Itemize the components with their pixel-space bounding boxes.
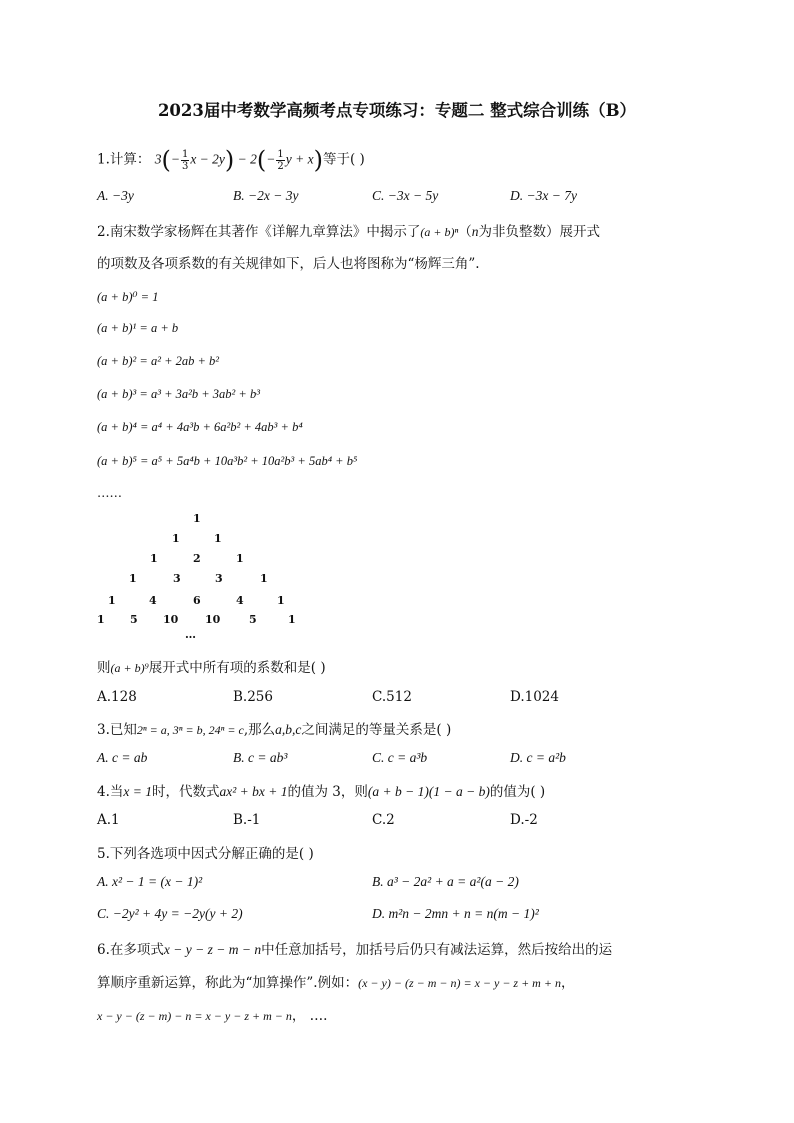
question-4-stem [97, 780, 545, 800]
tri-r3-c3: 1 [260, 572, 268, 585]
q1-expr-part1: x − 2y [190, 151, 225, 167]
q2-ask-b: 展开式中所有项的系数和是( ) [148, 660, 326, 676]
q1-expr-part2: y + x [285, 151, 314, 167]
tri-r4-c4: 1 [277, 594, 285, 607]
question-2-line-2: 的项数及各项系数的有关规律如下，后人也将图称为“杨辉三角”. [97, 256, 480, 272]
tri-r2-c1: 2 [193, 552, 201, 565]
q5-option-c: C. −2y² + 4y = −2y(y + 2) [97, 906, 243, 921]
q1-frac2-num: 1 [277, 148, 284, 160]
q6-text-b: 中任意加括号，加括号后仍只有减法运算，然后按给出的运 [261, 942, 613, 958]
tri-r2-c2: 1 [236, 552, 244, 565]
q4-poly: ax² + bx + 1 [219, 784, 288, 799]
q6-text-a: 6.在多项式 [97, 942, 164, 958]
q3-option-b: B. c = ab³ [233, 750, 288, 765]
q1-frac1-den: 3 [181, 160, 189, 172]
q2-option-b: B.256 [233, 689, 273, 705]
tri-r5-c5: 1 [288, 613, 296, 626]
q2-option-d: D.1024 [510, 689, 559, 705]
q6-expr: x − y − z − m − n [163, 942, 262, 957]
question-3-stem [97, 718, 451, 738]
q4-option-a: A.1 [97, 812, 120, 828]
tri-r5-c0: 1 [97, 613, 105, 626]
q6-text-e: ， …. [291, 1008, 328, 1024]
q2-text-a: 2.南宋数学家杨辉在其著作《详解九章算法》中揭示了 [97, 224, 421, 240]
page-title: 2023届中考数学高频考点专项练习：专题二 整式综合训练（B） [157, 101, 637, 120]
q4-option-b: B.-1 [233, 812, 261, 828]
tri-r5-c4: 5 [249, 613, 257, 626]
question-6-line-3 [97, 1004, 327, 1024]
q4-text-b: 时，代数式 [152, 784, 220, 800]
q1-frac2-den: 2 [277, 160, 284, 172]
q1-option-a: A. −3y [97, 188, 134, 203]
q1-minus: − [170, 151, 180, 167]
tri-r2-c0: 1 [150, 552, 158, 565]
q2-option-c: C.512 [372, 689, 412, 705]
q6-example-1: (x − y) − (z − m − n) = x − y − z + m + n [358, 976, 561, 990]
q4-text-a: 4.当 [97, 784, 124, 800]
tri-r4-c1: 4 [149, 594, 157, 607]
q4-text-c: 的值为 3，则 [287, 784, 368, 800]
q2-ask-a: 则 [97, 660, 111, 676]
q2-text-b: （ [458, 224, 472, 240]
tri-r4-c0: 1 [108, 594, 116, 607]
q5-option-d: D. m²n − 2mn + n = n(m − 1)² [372, 906, 539, 921]
q2-ask-expr: (a + b)⁹ [110, 661, 149, 675]
tri-r3-c2: 3 [215, 572, 223, 585]
q1-suffix: 等于( ) [323, 151, 365, 168]
q4-option-c: C.2 [372, 812, 395, 828]
q1-paren-close-2: ) [313, 146, 323, 174]
expansion-1: (a + b)¹ = a + b [97, 321, 179, 335]
tri-r4-c3: 4 [236, 594, 244, 607]
tri-r5-c1: 5 [130, 613, 138, 626]
question-6-line-2 [97, 971, 574, 991]
q3-expr: 2ⁿ = a, 3ⁿ = b, 24ⁿ = c [136, 723, 244, 737]
q1-prefix: 1.计算： [97, 151, 151, 168]
q1-paren-close: ) [224, 146, 235, 174]
q3-text-b: ,那么 [243, 722, 276, 738]
tri-r3-c0: 1 [129, 572, 137, 585]
expansion-5: (a + b)⁵ = a⁵ + 5a⁴b + 10a³b² + 10a²b³ + 5ab⁴ + b⁵ [97, 454, 358, 468]
tri-r0-c0: 1 [193, 512, 201, 525]
q5-option-a: A. x² − 1 = (x − 1)² [97, 874, 203, 889]
q1-paren-open: ( [161, 146, 171, 174]
tri-r3-c1: 3 [173, 572, 181, 585]
q3-vars: a,b,c [275, 722, 302, 737]
q3-text-c: 之间满足的等量关系是( ) [301, 722, 452, 738]
q1-expr-coef2: − 2 [234, 151, 257, 167]
tri-more: … [185, 628, 196, 641]
q2-text-c: 为非负整数）展开式 [478, 224, 601, 240]
q1-frac1-num: 1 [181, 148, 189, 160]
expansion-0: (a + b)⁰ = 1 [97, 290, 159, 304]
q1-option-d: D. −3x − 7y [510, 188, 577, 203]
tri-r4-c2: 6 [193, 594, 201, 607]
tri-r5-c3: 10 [205, 613, 221, 626]
expansion-4: (a + b)⁴ = a⁴ + 4a³b + 6a²b² + 4ab³ + b⁴ [97, 420, 303, 434]
q6-text-d: ， [560, 975, 575, 991]
q6-example-2: x − y − (z − m) − n = x − y − z + m − n [97, 1009, 292, 1023]
question-1-stem: 1.计算： 3(− $\frac{1}{3}$ x − 2y) − 2(− $\frac{1}{2}$ y + x)等于( ) [97, 146, 365, 174]
tri-r5-c2: 10 [163, 613, 179, 626]
expansion-2: (a + b)² = a² + 2ab + b² [97, 354, 220, 368]
expansion-3: (a + b)³ = a³ + 3a²b + 3ab² + b³ [97, 387, 260, 401]
tri-r1-c0: 1 [172, 532, 180, 545]
question-5-stem: 5.下列各选项中因式分解正确的是( ) [97, 846, 314, 862]
q5-option-b: B. a³ − 2a² + a = a²(a − 2) [372, 874, 519, 889]
q2-expr-binomial: (a + b)ⁿ [420, 225, 459, 239]
q1-expr-coef: 3 [154, 151, 162, 167]
q4-expr: (a + b − 1)(1 − a − b) [367, 784, 490, 799]
q1-fraction-1 [181, 149, 189, 172]
q1-option-b: B. −2x − 3y [233, 188, 299, 203]
q4-x: x = 1 [123, 784, 152, 799]
question-2-ask [97, 656, 326, 676]
q1-option-c: C. −3x − 5y [372, 188, 439, 203]
q2-option-a: A.128 [97, 689, 137, 705]
q3-option-a: A. c = ab [97, 750, 148, 765]
question-2-line-1 [97, 220, 600, 240]
q4-text-d: 的值为( ) [489, 784, 546, 800]
tri-r1-c1: 1 [214, 532, 222, 545]
q3-option-c: C. c = a³b [372, 750, 428, 765]
q1-paren-open-2: ( [256, 146, 267, 174]
q4-option-d: D.-2 [510, 812, 538, 828]
question-6-line-1 [97, 938, 612, 958]
q6-text-c: 算顺序重新运算，称此为“加算操作”.例如： [97, 975, 359, 991]
expansion-ellipsis: …… [97, 485, 122, 500]
q3-text-a: 3.已知 [97, 722, 137, 738]
q1-fraction-2 [276, 149, 284, 172]
q2-var-n: n [471, 224, 479, 239]
q3-option-d: D. c = a²b [510, 750, 566, 765]
